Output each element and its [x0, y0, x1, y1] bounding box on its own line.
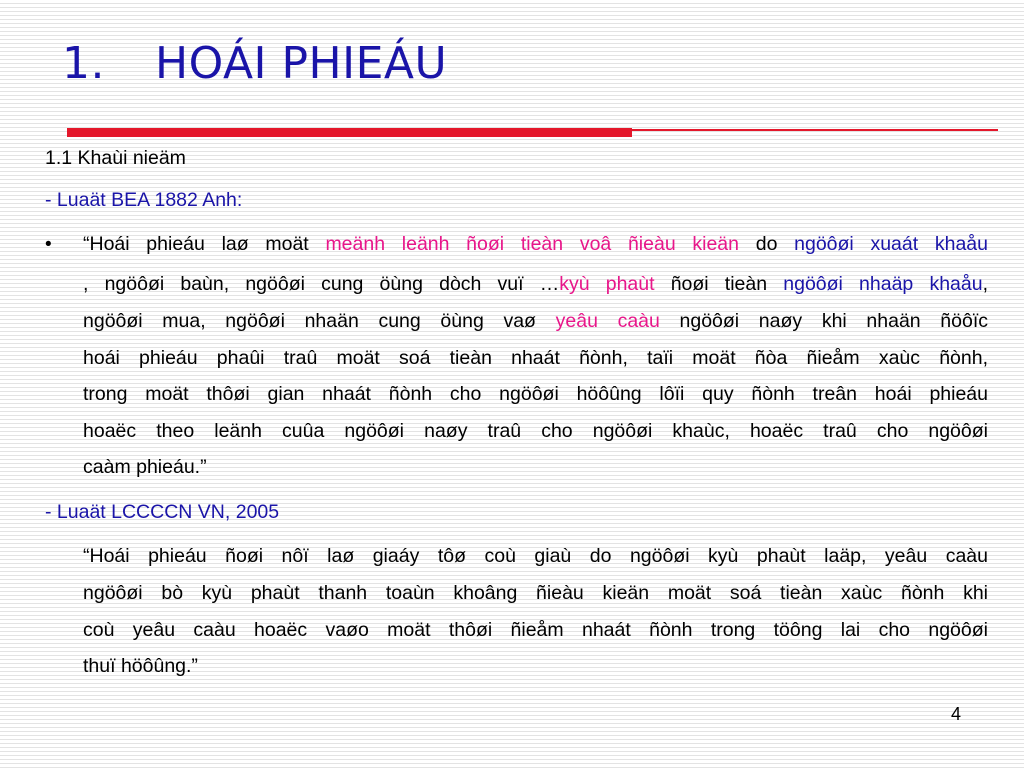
para2-line-1: “Hoái phieáu ñoøi nôï laø giaáy tôø coù giaù do ngöôøi kyù phaùt laäp, yeâu caàu [83, 545, 988, 567]
title-text: HOÁI PHIEÁU [155, 38, 448, 89]
para1-line-7: caàm phieáu.” [83, 456, 207, 478]
para1-text: , [982, 273, 988, 295]
highlight-importer: ngöôøi nhaäp khaåu [783, 273, 983, 295]
para1-line-2 [83, 266, 988, 303]
highlight-unconditional-order: meänh leänh ñoøi tieàn voâ ñieàu kieän [325, 233, 740, 255]
subheading-bea-1882: - Luaät BEA 1882 Anh: [45, 189, 243, 211]
para2-line-3: coù yeâu caàu hoaëc vaøo moät thôøi ñieåm nhaát ñònh trong töông lai cho ngöôøi [83, 619, 988, 641]
page-number: 4 [951, 704, 962, 724]
para1-text: , ngöôøi baùn, ngöôøi cung öùng dòch vuï … [83, 273, 560, 295]
para2-line-2: ngöôøi bò kyù phaùt thanh toaùn khoâng ñieàu kieän moät soá tieàn xaùc ñònh khi [83, 582, 988, 604]
para1-text: ngöôøi mua, ngöôøi nhaän cung öùng vaø [83, 310, 556, 332]
para1-text: ngöôøi naøy khi nhaän ñöôïc [659, 310, 988, 332]
subheading-lcccn-vn-2005: - Luaät LCCCCN VN, 2005 [45, 501, 280, 523]
para1-text: “Hoái phieáu laø moät [83, 233, 326, 255]
para2-line-4: thuï höôûng.” [83, 655, 198, 677]
highlight-request: yeâu caàu [555, 310, 660, 332]
para1-line-5: trong moät thôøi gian nhaát ñònh cho ngöôøi höôûng lôïi quy ñònh treân hoái phieáu [83, 383, 988, 405]
para1-text: do [739, 233, 795, 255]
title-number: 1. [62, 38, 105, 89]
highlight-exporter: ngöôøi xuaát khaåu [794, 233, 988, 255]
section-heading-definition: 1.1 Khaùi nieäm [45, 147, 186, 169]
para1-line-6: hoaëc theo leänh cuûa ngöôøi naøy traû cho ngöôøi khaùc, hoaëc traû cho ngöôøi [83, 420, 988, 442]
para1-line-4: hoái phieáu phaûi traû moät soá tieàn nhaát ñònh, taïi moät ñòa ñieåm xaùc ñònh, [83, 347, 988, 369]
highlight-drawer: kyù phaùt [559, 273, 655, 295]
bullet-marker: • [45, 234, 52, 255]
para1-line-1 [83, 226, 988, 263]
para1-text: ñoøi tieàn [654, 273, 784, 295]
para1-line-3 [83, 303, 988, 340]
